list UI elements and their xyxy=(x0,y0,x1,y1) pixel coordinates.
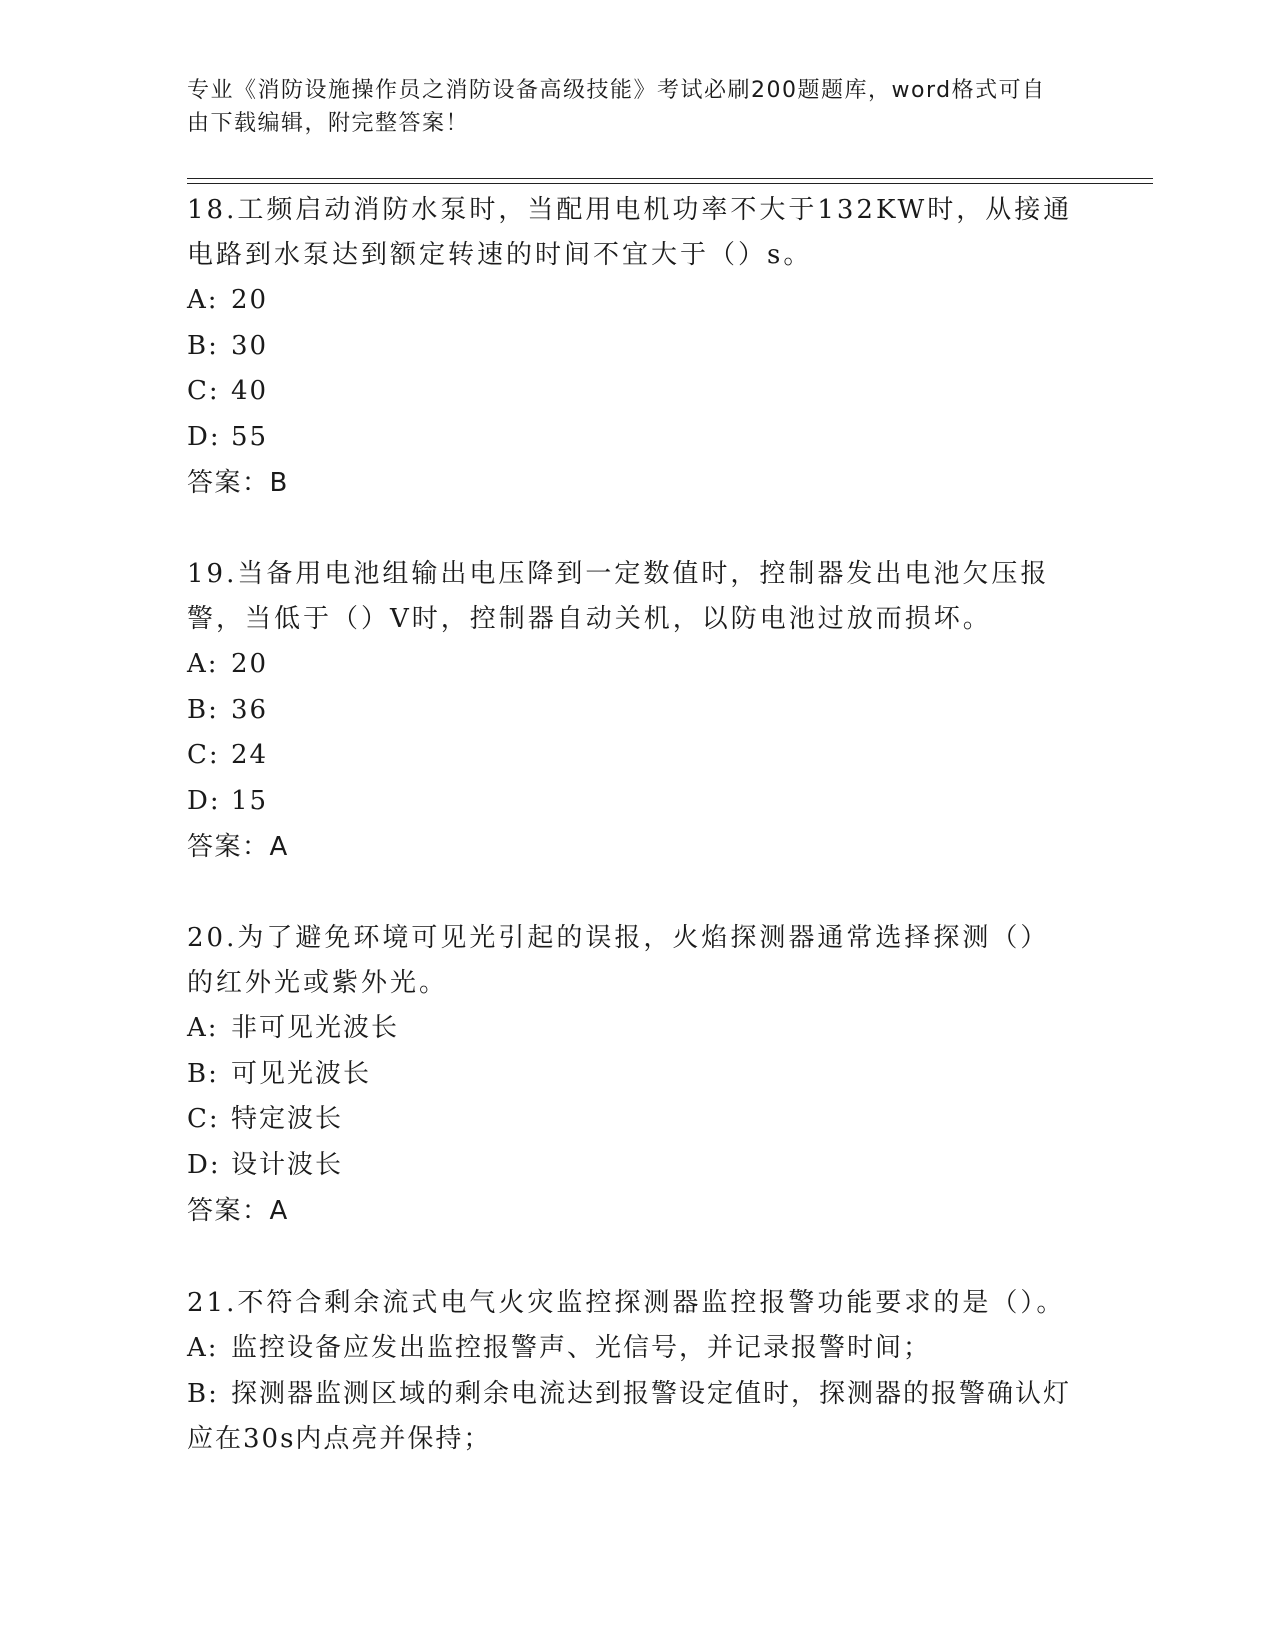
answer-line: 答案：A xyxy=(187,832,289,862)
option-letter: D: xyxy=(187,1149,221,1180)
question-21 xyxy=(187,1281,1077,1463)
option-letter: C: xyxy=(187,1104,220,1134)
option-letter: C: xyxy=(187,740,220,770)
option-text: 20 xyxy=(231,649,269,679)
option-text: 55 xyxy=(231,421,269,452)
option-letter: A: xyxy=(187,1333,219,1363)
option-text: 设计波长 xyxy=(231,1149,344,1180)
option-text: 监控设备应发出监控报警声、光信号，并记录报警时间； xyxy=(231,1333,932,1363)
answer-line: 答案：B xyxy=(187,468,289,498)
option-text: 30 xyxy=(231,330,269,361)
option-letter: D: xyxy=(187,421,221,452)
option-b xyxy=(187,324,1077,370)
option-letter: C: xyxy=(187,376,220,406)
option-text: 探测器监测区域的剩余电流达到报警设定值时，探测器的报警确认灯应在30s内点亮并保持； xyxy=(187,1378,1072,1454)
option-letter: A: xyxy=(187,649,219,679)
question-20 xyxy=(187,916,1077,1234)
answer-line: 答案：A xyxy=(187,1196,289,1226)
question-stem: 21.不符合剩余流式电气火灾监控探测器监控报警功能要求的是（）。 xyxy=(187,1288,1066,1318)
option-text: 15 xyxy=(231,785,269,816)
option-a xyxy=(187,278,1077,324)
option-a xyxy=(187,1326,1077,1372)
option-b xyxy=(187,688,1077,734)
question-stem: 20.为了避免环境可见光引起的误报，火焰探测器通常选择探测（）的红外光或紫外光。 xyxy=(187,923,1050,998)
option-b xyxy=(187,1372,1077,1463)
option-c xyxy=(187,733,1077,779)
option-letter: B: xyxy=(187,694,219,725)
question-18 xyxy=(187,188,1077,506)
option-c xyxy=(187,369,1077,415)
option-a xyxy=(187,1006,1077,1052)
option-letter: A: xyxy=(187,1013,219,1043)
header-divider-top xyxy=(187,178,1153,179)
option-d xyxy=(187,415,1077,461)
option-b xyxy=(187,1052,1077,1098)
option-text: 36 xyxy=(231,694,269,725)
option-text: 可见光波长 xyxy=(231,1058,372,1089)
header-title: 专业《消防设施操作员之消防设备高级技能》考试必刷200题题库，word格式可自由下载编辑，附完整答案！ xyxy=(187,78,1046,136)
header-divider-bottom xyxy=(187,183,1153,184)
question-19 xyxy=(187,552,1077,870)
option-letter: B: xyxy=(187,1378,219,1409)
document-header xyxy=(187,74,1067,140)
option-text: 特定波长 xyxy=(231,1104,344,1134)
option-a xyxy=(187,642,1077,688)
option-letter: D: xyxy=(187,785,221,816)
option-text: 20 xyxy=(231,285,269,315)
option-letter: A: xyxy=(187,285,219,315)
option-letter: B: xyxy=(187,330,219,361)
option-letter: B: xyxy=(187,1058,219,1089)
option-c xyxy=(187,1097,1077,1143)
question-stem: 18.工频启动消防水泵时，当配用电机功率不大于132KW时，从接通电路到水泵达到额定转速的时间不宜大于（）s。 xyxy=(187,195,1073,270)
option-text: 非可见光波长 xyxy=(231,1013,400,1043)
option-d xyxy=(187,779,1077,825)
option-text: 40 xyxy=(231,376,269,406)
option-d xyxy=(187,1143,1077,1189)
question-stem: 19.当备用电池组输出电压降到一定数值时，控制器发出电池欠压报警，当低于（）V时，控制器自动关机，以防电池过放而损坏。 xyxy=(187,559,1050,634)
option-text: 24 xyxy=(231,740,269,770)
